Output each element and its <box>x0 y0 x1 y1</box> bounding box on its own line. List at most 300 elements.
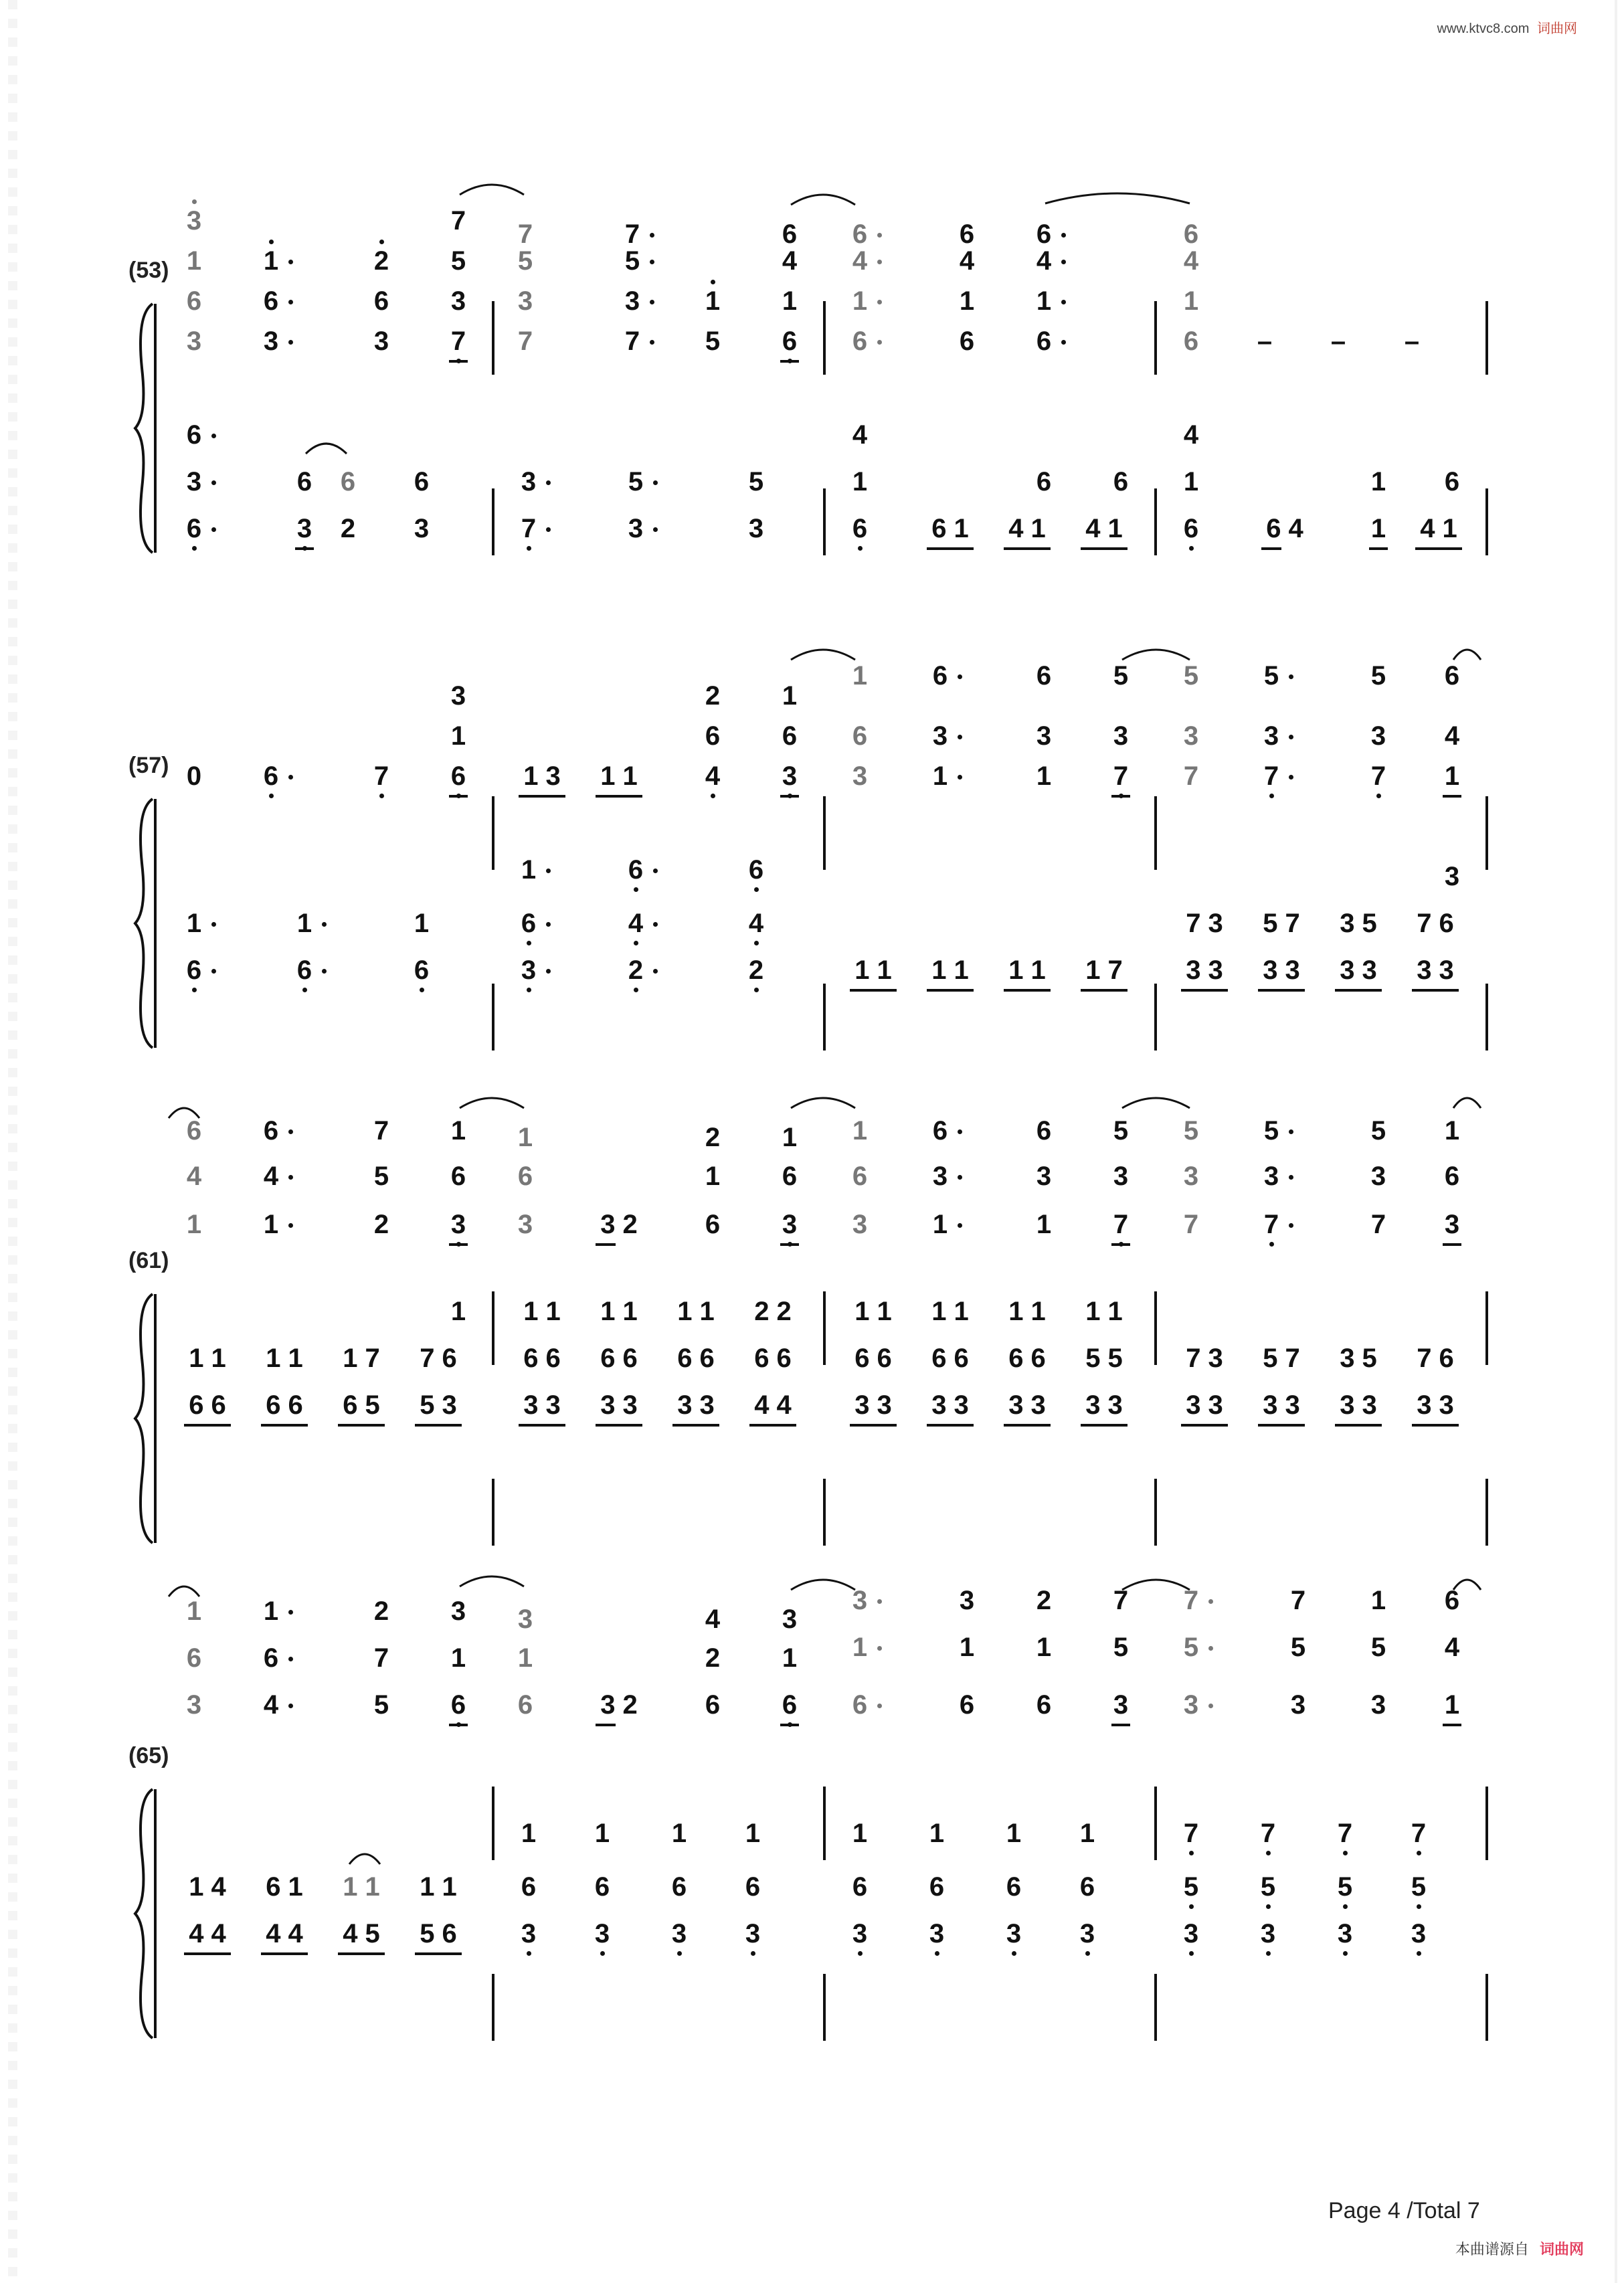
footer-source-label: 本曲谱源自 <box>1455 2241 1529 2258</box>
jianpu-note: 2 <box>340 514 356 543</box>
duration-dot <box>653 527 658 532</box>
jianpu-note: 3 <box>959 1586 975 1615</box>
jianpu-note: 6 4 <box>1266 514 1303 543</box>
jianpu-note: 1 3 <box>523 761 561 791</box>
barline <box>492 1787 494 1860</box>
jianpu-note: 6 <box>782 721 798 751</box>
jianpu-note: 5 6 <box>420 1919 457 1948</box>
jianpu-note: 3 <box>1370 1162 1386 1191</box>
jianpu-note: 7 3 <box>1186 1344 1223 1373</box>
jianpu-note: 6 <box>1183 327 1199 356</box>
octave-dot-below <box>527 988 531 992</box>
jianpu-note: 1 <box>1444 1690 1460 1720</box>
jianpu-note: 3 <box>745 1919 761 1948</box>
jianpu-note: 6 6 <box>523 1344 561 1373</box>
jianpu-note: 3 3 <box>1417 1390 1454 1420</box>
barline <box>1154 796 1157 870</box>
jianpu-note: 1 <box>521 1819 537 1848</box>
octave-dot-above <box>269 240 274 244</box>
tie-arc <box>348 1847 381 1867</box>
jianpu-note: 6 6 <box>677 1344 715 1373</box>
jianpu-note: 5 <box>1183 1633 1199 1662</box>
duration-dot <box>650 340 654 345</box>
jianpu-note: 6 <box>959 327 975 356</box>
tie-arc <box>790 1572 856 1592</box>
jianpu-note: 7 <box>1263 1210 1279 1239</box>
beam-underline <box>927 1424 974 1427</box>
jianpu-note: 6 <box>186 1643 202 1673</box>
jianpu-note: 1 <box>932 761 948 791</box>
tie-arc <box>1452 1091 1482 1111</box>
duration-dot <box>1289 1175 1293 1180</box>
jianpu-note: 4 1 <box>1420 514 1457 543</box>
octave-dot-above <box>711 280 715 284</box>
duration-dot <box>1061 340 1066 345</box>
barline <box>823 1479 826 1546</box>
barline <box>1485 1291 1488 1365</box>
octave-dot-below <box>935 1951 939 1956</box>
jianpu-note: 5 <box>1290 1633 1306 1662</box>
duration-dot <box>877 1704 882 1708</box>
jianpu-note: 1 1 <box>343 1872 380 1902</box>
jianpu-note: 1 1 <box>266 1344 303 1373</box>
tie-arc <box>1121 642 1191 662</box>
octave-dot-below <box>527 1951 531 1956</box>
beam-underline <box>415 1952 462 1955</box>
duration-dot <box>322 922 327 927</box>
jianpu-note: 3 <box>1079 1919 1095 1948</box>
jianpu-note: 3 5 <box>1340 909 1377 938</box>
jianpu-note: 1 <box>594 1819 610 1848</box>
jianpu-note: 1 <box>186 1596 202 1626</box>
octave-dot-below <box>1417 1951 1421 1956</box>
octave-dot-below <box>192 546 197 551</box>
jianpu-note: 3 3 <box>1340 1390 1377 1420</box>
jianpu-note: 7 <box>1183 761 1199 791</box>
jianpu-note: 1 7 <box>1085 955 1123 985</box>
tie-arc <box>790 642 856 662</box>
duration-dot <box>653 480 658 485</box>
duration-dot <box>650 300 654 304</box>
beam-underline <box>850 989 897 992</box>
jianpu-note: 6 <box>1036 1116 1052 1146</box>
jianpu-note: 4 <box>959 246 975 276</box>
jianpu-note: 6 <box>852 1162 868 1191</box>
jianpu-note: 6 6 <box>266 1390 303 1420</box>
duration-dot <box>1289 735 1293 739</box>
jianpu-note: 4 <box>1444 721 1460 751</box>
beam-underline <box>1335 1424 1382 1427</box>
duration-dot <box>958 1175 962 1180</box>
jianpu-note: – <box>1404 327 1420 356</box>
beam-underline <box>1335 989 1382 992</box>
duration-dot <box>288 260 293 264</box>
octave-dot-above <box>192 199 197 204</box>
jianpu-note: 6 <box>263 761 279 791</box>
tie-arc <box>1044 186 1191 206</box>
jianpu-note: 6 <box>932 1116 948 1146</box>
jianpu-note: 3 <box>1183 1162 1199 1191</box>
duration-dot <box>211 434 216 438</box>
jianpu-note: 5 <box>624 246 640 276</box>
jianpu-note: 1 <box>1036 1633 1052 1662</box>
jianpu-note: 6 <box>705 1210 721 1239</box>
jianpu-note: 6 <box>852 219 868 249</box>
jianpu-note: 1 1 <box>931 955 969 985</box>
jianpu-note: 6 <box>186 955 202 985</box>
jianpu-note: 4 1 <box>1008 514 1046 543</box>
beam-underline <box>1111 1243 1130 1246</box>
jianpu-note: 3 <box>1290 1690 1306 1720</box>
beam-underline <box>1258 989 1305 992</box>
beam-underline <box>449 360 468 363</box>
duration-dot <box>211 969 216 974</box>
octave-dot-below <box>1343 1851 1348 1855</box>
barline <box>1485 301 1488 375</box>
duration-dot <box>1208 1599 1213 1604</box>
tie-arc <box>1452 642 1482 662</box>
duration-dot <box>1289 1129 1293 1134</box>
jianpu-note: 5 <box>1260 1872 1276 1902</box>
jianpu-note: 4 4 <box>189 1919 226 1948</box>
jianpu-note: 1 4 <box>189 1872 226 1902</box>
jianpu-note: 1 1 <box>1085 1297 1123 1326</box>
barline <box>492 1974 494 2041</box>
beam-underline <box>1412 1424 1459 1427</box>
duration-dot <box>546 869 551 873</box>
jianpu-note: 7 <box>1183 1586 1199 1615</box>
jianpu-note: 6 <box>186 514 202 543</box>
octave-dot-below <box>754 887 759 892</box>
jianpu-note: 6 <box>450 761 466 791</box>
jianpu-note: 5 <box>1337 1872 1353 1902</box>
jianpu-note: 7 6 <box>420 1344 457 1373</box>
beam-underline <box>1443 1724 1461 1726</box>
jianpu-note: 1 1 <box>677 1297 715 1326</box>
barline <box>1485 1787 1488 1860</box>
jianpu-note: 6 <box>517 1162 533 1191</box>
jianpu-note: 4 <box>263 1690 279 1720</box>
duration-dot <box>288 340 293 345</box>
jianpu-note: 1 <box>852 286 868 316</box>
jianpu-note: 3 <box>186 206 202 236</box>
duration-dot <box>1208 1646 1213 1651</box>
beam-underline <box>449 795 468 798</box>
jianpu-note: 4 <box>705 1605 721 1634</box>
duration-dot <box>653 922 658 927</box>
duration-dot <box>958 735 962 739</box>
measure-number: (57) <box>128 753 169 778</box>
duration-dot <box>650 260 654 264</box>
beam-underline <box>261 1952 308 1955</box>
jianpu-note: 3 3 <box>854 1390 892 1420</box>
jianpu-note: 6 <box>929 1872 945 1902</box>
jianpu-note: 3 <box>929 1919 945 1948</box>
octave-dot-below <box>379 794 384 798</box>
jianpu-note: 3 <box>852 1919 868 1948</box>
jianpu-note: 6 <box>1444 467 1460 496</box>
jianpu-note: 4 <box>782 246 798 276</box>
tie-arc <box>458 1569 525 1589</box>
jianpu-note: 3 <box>1444 862 1460 891</box>
beam-underline <box>261 1424 308 1427</box>
beam-underline <box>1111 1724 1130 1726</box>
barline <box>823 1787 826 1860</box>
jianpu-note: 1 <box>517 1643 533 1673</box>
duration-dot <box>1289 1223 1293 1228</box>
site-url-text: www.ktvc8.com <box>1437 21 1530 36</box>
octave-dot-below <box>1417 1851 1421 1855</box>
jianpu-note: 5 <box>373 1162 389 1191</box>
beam-underline <box>927 547 974 550</box>
jianpu-note: 6 <box>186 286 202 316</box>
beam-underline <box>449 1724 468 1726</box>
jianpu-note: 6 <box>705 1690 721 1720</box>
jianpu-note: 3 <box>1183 1919 1199 1948</box>
octave-dot-below <box>1189 546 1194 551</box>
duration-dot <box>546 922 551 927</box>
octave-dot-below <box>677 1951 682 1956</box>
duration-dot <box>958 1129 962 1134</box>
jianpu-note: 6 <box>1036 661 1052 691</box>
jianpu-note: 6 <box>1444 1162 1460 1191</box>
octave-dot-below <box>1266 1904 1271 1909</box>
page-edge-line <box>1615 0 1617 2283</box>
octave-dot-below <box>1269 1242 1274 1247</box>
beam-underline <box>519 1424 565 1427</box>
barline <box>1154 488 1157 555</box>
jianpu-note: 6 1 <box>266 1872 303 1902</box>
octave-dot-below <box>1266 1951 1271 1956</box>
jianpu-note: 4 <box>852 420 868 450</box>
barline <box>1485 796 1488 870</box>
duration-dot <box>288 1175 293 1180</box>
jianpu-note: 6 <box>932 661 948 691</box>
jianpu-note: 4 <box>1183 420 1199 450</box>
octave-dot-below <box>527 941 531 945</box>
barline <box>823 796 826 870</box>
jianpu-note: 7 <box>1183 1210 1199 1239</box>
jianpu-note: 3 2 <box>600 1210 638 1239</box>
beam-underline <box>927 989 974 992</box>
jianpu-note: 5 <box>1183 661 1199 691</box>
octave-dot-below <box>1189 1951 1194 1956</box>
jianpu-note: 1 <box>263 246 279 276</box>
jianpu-note: 2 <box>705 1123 721 1152</box>
jianpu-note: 1 <box>1036 1210 1052 1239</box>
barline <box>1485 1479 1488 1546</box>
duration-dot <box>958 775 962 780</box>
jianpu-note: 3 3 <box>1263 1390 1300 1420</box>
jianpu-note: 1 <box>296 909 312 938</box>
octave-dot-below <box>1343 1904 1348 1909</box>
jianpu-note: 6 <box>263 1116 279 1146</box>
jianpu-note: 1 1 <box>854 1297 892 1326</box>
duration-dot <box>653 869 658 873</box>
barline <box>1154 301 1157 375</box>
barline <box>823 984 826 1051</box>
jianpu-note: 3 <box>1370 721 1386 751</box>
jianpu-note: 3 <box>521 955 537 985</box>
jianpu-note: 5 <box>517 246 533 276</box>
jianpu-note: 1 <box>959 1633 975 1662</box>
jianpu-note: 2 <box>748 955 764 985</box>
jianpu-note: 6 <box>1079 1872 1095 1902</box>
jianpu-note: 1 1 <box>420 1872 457 1902</box>
octave-dot-below <box>634 988 638 992</box>
jianpu-note: 3 <box>1263 721 1279 751</box>
jianpu-note: 1 <box>782 1123 798 1152</box>
jianpu-note: 6 <box>1036 327 1052 356</box>
jianpu-note: 6 <box>263 1643 279 1673</box>
beam-underline <box>1081 1424 1127 1427</box>
jianpu-note: 1 1 <box>931 1297 969 1326</box>
jianpu-note: 6 <box>594 1872 610 1902</box>
grand-staff-brace <box>132 1787 157 2041</box>
barline <box>823 1291 826 1365</box>
jianpu-note: 1 <box>450 1297 466 1326</box>
jianpu-note: 5 <box>373 1690 389 1720</box>
barline <box>1154 1291 1157 1365</box>
jianpu-note: 1 <box>450 1116 466 1146</box>
jianpu-note: – <box>1257 327 1273 356</box>
jianpu-note: 7 <box>1113 1210 1129 1239</box>
beam-underline <box>596 1724 616 1726</box>
footer-source <box>1455 2238 1584 2259</box>
beam-underline <box>672 1424 719 1427</box>
jianpu-note: 3 <box>517 286 533 316</box>
duration-dot <box>877 233 882 238</box>
jianpu-note: 2 <box>705 1643 721 1673</box>
jianpu-note: 3 3 <box>931 1390 969 1420</box>
jianpu-note: 1 <box>263 1596 279 1626</box>
beam-underline <box>1181 989 1228 992</box>
jianpu-note: 5 <box>450 246 466 276</box>
jianpu-note: 3 <box>450 1210 466 1239</box>
jianpu-note: 3 <box>1263 1162 1279 1191</box>
barline <box>1485 488 1488 555</box>
duration-dot <box>211 922 216 927</box>
duration-dot <box>958 674 962 679</box>
octave-dot-below <box>1189 1851 1194 1855</box>
duration-dot <box>877 300 882 304</box>
jianpu-note: 5 <box>1263 661 1279 691</box>
jianpu-note: 3 <box>373 327 389 356</box>
jianpu-note: 1 <box>517 1123 533 1152</box>
tie-arc <box>1121 1572 1191 1592</box>
jianpu-note: 1 <box>1183 286 1199 316</box>
beam-underline <box>1443 1243 1461 1246</box>
jianpu-note: 4 <box>1444 1633 1460 1662</box>
jianpu-note: 1 <box>1370 1586 1386 1615</box>
jianpu-note: 6 <box>705 721 721 751</box>
octave-dot-below <box>754 941 759 945</box>
octave-dot-below <box>858 1951 863 1956</box>
jianpu-note: 6 <box>373 286 389 316</box>
barline <box>1154 1787 1157 1860</box>
beam-underline <box>338 1952 385 1955</box>
beam-underline <box>780 1243 799 1246</box>
jianpu-note: 1 <box>1006 1819 1022 1848</box>
jianpu-note: 7 <box>1290 1586 1306 1615</box>
duration-dot <box>211 527 216 532</box>
jianpu-note: 6 6 <box>600 1344 638 1373</box>
jianpu-note: 1 <box>932 1210 948 1239</box>
jianpu-note: 1 1 <box>600 1297 638 1326</box>
tie-arc <box>1121 1091 1191 1111</box>
jianpu-note: 6 <box>782 327 798 356</box>
jianpu-note: 3 <box>782 761 798 791</box>
octave-dot-below <box>527 546 531 551</box>
barline <box>492 1479 494 1546</box>
jianpu-note: 2 <box>705 681 721 711</box>
jianpu-note: 7 <box>1370 761 1386 791</box>
duration-dot <box>877 260 882 264</box>
barline <box>823 301 826 375</box>
jianpu-note: 5 <box>1113 661 1129 691</box>
jianpu-note: 1 <box>186 909 202 938</box>
octave-dot-above <box>379 240 384 244</box>
jianpu-note: 1 1 <box>523 1297 561 1326</box>
jianpu-note: 3 <box>1444 1210 1460 1239</box>
jianpu-note: 1 <box>929 1819 945 1848</box>
jianpu-note: 1 7 <box>343 1344 380 1373</box>
jianpu-note: 1 <box>1079 1819 1095 1848</box>
jianpu-note: 6 6 <box>854 1344 892 1373</box>
jianpu-note: 1 <box>263 1210 279 1239</box>
duration-dot <box>1208 1704 1213 1708</box>
jianpu-note: 6 6 <box>1008 1344 1046 1373</box>
tie-arc <box>790 187 856 207</box>
duration-dot <box>877 1599 882 1604</box>
jianpu-note: 7 3 <box>1186 909 1223 938</box>
tie-arc <box>790 1091 856 1111</box>
tie-arc <box>458 177 525 197</box>
barline <box>492 488 494 555</box>
jianpu-note: 1 1 <box>1008 955 1046 985</box>
jianpu-note: 6 <box>852 1690 868 1720</box>
grand-staff-brace <box>132 1291 157 1546</box>
jianpu-note: 5 <box>1370 1633 1386 1662</box>
jianpu-note: 3 3 <box>1340 955 1377 985</box>
jianpu-note: 7 <box>1370 1210 1386 1239</box>
beam-underline <box>1412 989 1459 992</box>
jianpu-note: – <box>1330 327 1346 356</box>
jianpu-note: 4 4 <box>266 1919 303 1948</box>
jianpu-note: 6 <box>852 1872 868 1902</box>
barline <box>823 1974 826 2041</box>
jianpu-note: 3 3 <box>1008 1390 1046 1420</box>
duration-dot <box>546 480 551 485</box>
jianpu-note: 3 <box>1337 1919 1353 1948</box>
beam-underline <box>449 1243 468 1246</box>
jianpu-note: 7 <box>1260 1819 1276 1848</box>
jianpu-note: 6 <box>1036 467 1052 496</box>
beam-underline <box>184 1424 231 1427</box>
jianpu-note: 7 <box>517 219 533 249</box>
barline <box>492 796 494 870</box>
jianpu-note: 4 <box>748 909 764 938</box>
tie-arc <box>458 1091 525 1111</box>
jianpu-note: 6 <box>1113 467 1129 496</box>
jianpu-note: 0 <box>186 761 202 791</box>
jianpu-note: 7 <box>450 206 466 236</box>
duration-dot <box>1061 260 1066 264</box>
jianpu-note: 7 <box>1337 1819 1353 1848</box>
jianpu-note: 1 1 <box>1008 1297 1046 1326</box>
octave-dot-below <box>192 988 197 992</box>
octave-dot-below <box>600 1951 605 1956</box>
